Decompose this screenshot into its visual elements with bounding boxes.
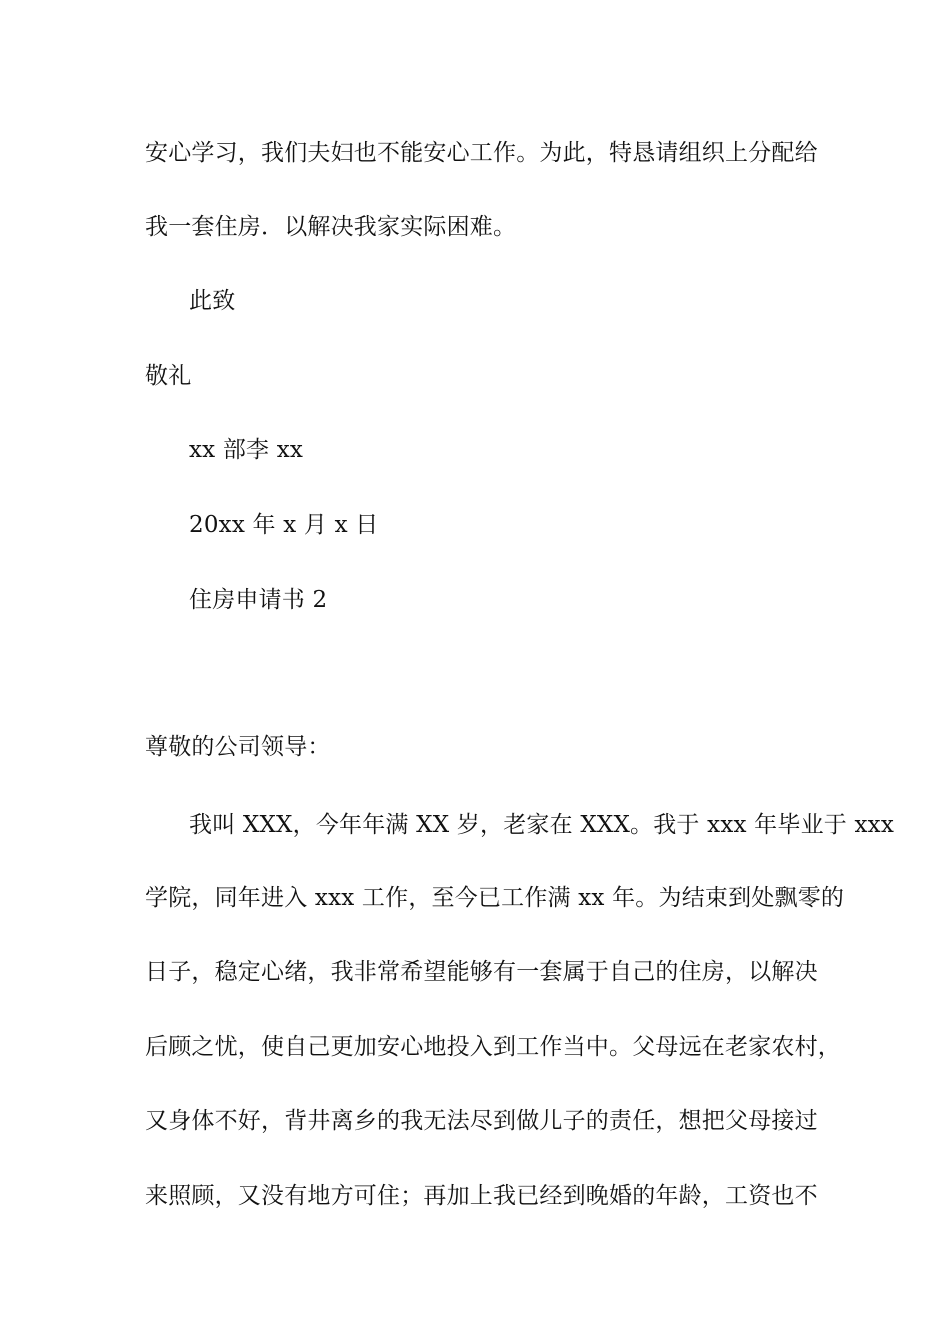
signature-date: 20xx 年 x 月 x 日: [189, 512, 379, 538]
paragraph-line: 我叫 XXX，今年年满 XX 岁，老家在 XXX。我于 xxx 年毕业于 xxx: [189, 812, 894, 838]
closing-phrase: 此致: [189, 288, 236, 314]
paragraph-line: 安心学习，我们夫妇也不能安心工作。为此，特恳请组织上分配给: [145, 140, 818, 166]
paragraph-line: 学院，同年进入 xxx 工作，至今已工作满 xx 年。为结束到处飘零的: [145, 885, 845, 911]
section-title: 住房申请书 2: [189, 587, 328, 613]
paragraph-line: 来照顾，又没有地方可住；再加上我已经到晚婚的年龄，工资也不: [145, 1183, 818, 1209]
paragraph-line: 后顾之忧，使自己更加安心地投入到工作当中。父母远在老家农村，: [145, 1034, 841, 1060]
signature-name: xx 部李 xx: [189, 437, 304, 463]
paragraph-line: 日子，稳定心绪，我非常希望能够有一套属于自己的住房，以解决: [145, 959, 818, 985]
salutation-closing: 敬礼: [145, 363, 192, 389]
greeting: 尊敬的公司领导：: [145, 734, 331, 760]
paragraph-line: 我一套住房．以解决我家实际困难。: [145, 214, 517, 240]
paragraph-line: 又身体不好，背井离乡的我无法尽到做儿子的责任，想把父母接过: [145, 1108, 818, 1134]
